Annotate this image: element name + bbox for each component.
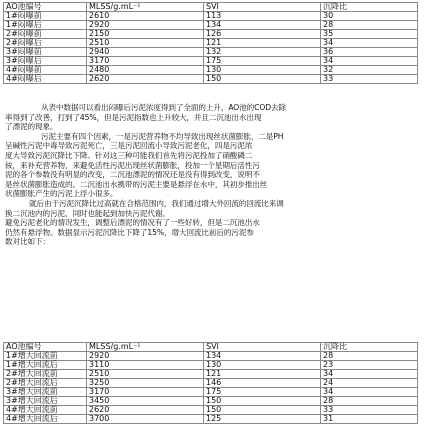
table-cell: 4#增大回流前 [4,406,87,415]
table-cell: 1#增大回流前 [4,352,87,361]
paragraph-line: 避免污泥老化的情况发生，调整后漂泥的情况有了一些好转，但是二沉池出水 [5,218,260,228]
table-cell: 121 [204,39,321,48]
paragraph-line: 铵，来补充营养物，来避免活性污泥出现丝状菌膨胀，投加一个星期后活性污 [5,160,260,170]
paragraph-line: 就后由于污泥沉降比过高就在合格范围内，我们通过增大外回流的回流比来调 [29,198,284,208]
table-cell: 36 [321,48,418,57]
table-cell: 3450 [87,397,204,406]
paragraph-line: 仍然有悬浮物。数据显示污泥沉降比下降了15%，增大回流比前后的污泥参 [5,227,254,237]
header-cell: SVI [204,343,321,352]
header-cell: MLSS/g.mL⁻¹ [87,343,204,352]
paragraph-line: 呈碱性污泥中毒导致污泥死亡，三是污泥回流小导致污泥老化，四是污泥浓 [5,141,253,151]
table-cell: 33 [321,406,418,415]
table-row [4,415,418,424]
table-closed-aeration [3,2,418,84]
table-cell: 2940 [87,48,204,57]
table-cell: 3700 [87,415,204,424]
table-cell: 33 [321,75,418,84]
table-cell: 125 [204,415,321,424]
table-cell: 2620 [87,406,204,415]
paragraph-line: 从表中数据可以看出闷曝后污泥浓度得到了全面的上升，AO池的COD去除 [41,103,286,112]
table-cell: 2920 [87,352,204,361]
header-cell: SVI [204,3,321,12]
table-cell: 2620 [87,75,204,84]
header-cell: AO池编号 [4,3,87,12]
table-cell: 32 [321,66,418,75]
table-cell: 34 [321,57,418,66]
table-cell: 2510 [87,39,204,48]
table-cell: 2610 [87,12,204,21]
table-cell: 134 [204,352,321,361]
table-cell: 1#闷曝前 [4,12,87,21]
table-cell: 31 [321,415,418,424]
table-cell: 146 [204,379,321,388]
paragraph-line: 状菌膨胀产生的污泥上浮小很多。 [5,189,118,199]
table-cell: 2150 [87,30,204,39]
table-cell: 2510 [87,370,204,379]
table-cell: 1#闷曝后 [4,21,87,30]
table-cell: 3#增大回流前 [4,388,87,397]
table-cell: 28 [321,21,418,30]
table-cell: 4#增大回流后 [4,415,87,424]
table-cell: 2#增大回流前 [4,370,87,379]
table-cell: 134 [204,21,321,30]
table-cell: 3170 [87,388,204,397]
table-cell: 1#增大回流后 [4,361,87,370]
paragraph-line: 泥的各个参数没有明显的改变，二沉池漂泥的情况还是没有得到改变，说明不 [5,170,260,180]
analysis-paragraph [5,103,419,247]
table-cell: 175 [204,388,321,397]
paragraph-line: 换二沉池内的污泥，同时也能起到加快污泥代谢。 [5,208,170,218]
table-cell: 34 [321,388,418,397]
paragraph-line: 是丝状菌膨胀造成的。二沉池出水携带的污泥主要是悬浮在水中，其初步推出丝 [5,179,268,189]
table-cell: 3110 [87,361,204,370]
table-cell: 150 [204,406,321,415]
table-cell: 23 [321,361,418,370]
table-cell: 24 [321,379,418,388]
table-cell: 34 [321,370,418,379]
header-cell: 沉降比 [321,3,418,12]
paragraph-line: 度大导致污泥沉降比下降。针对这三种可能我们首先将污泥投加了硝酸磷二 [5,150,253,160]
table-cell: 150 [204,397,321,406]
table-cell: 150 [204,75,321,84]
table-cell: 2920 [87,21,204,30]
header-cell: MLSS/g.mL⁻¹ [87,3,204,12]
table-cell: 113 [204,12,321,21]
table-cell: 175 [204,57,321,66]
table-cell: 3#闷曝后 [4,57,87,66]
table-increased-reflux [3,342,418,424]
header-cell: AO池编号 [4,343,87,352]
table-cell: 121 [204,370,321,379]
paragraph-line: 了漂泥的现象。 [5,122,58,132]
table-cell: 34 [321,39,418,48]
table-cell: 3#增大回流后 [4,397,87,406]
table-cell: 130 [204,361,321,370]
table-cell: 4#闷曝前 [4,66,87,75]
table-cell: 3170 [87,57,204,66]
table-cell: 2#闷曝前 [4,30,87,39]
paragraph-line: 率得到了改善，打到了45%，但是污泥指数也上升较大，并且二沉池出水出现 [5,112,262,122]
table-cell: 126 [204,30,321,39]
table-cell: 28 [321,352,418,361]
table-cell: 30 [321,12,418,21]
table-cell: 2480 [87,66,204,75]
paragraph-line: 数对比如下： [5,237,50,247]
paragraph-line: 污泥主要有四个因素，一是污泥营养物不均导致出现丝状菌膨胀，二是PH [41,131,284,141]
table-cell: 130 [204,66,321,75]
table-cell: 2#闷曝后 [4,39,87,48]
header-cell: 沉降比 [321,343,418,352]
table-row [4,75,418,84]
table-cell: 2#增大回流后 [4,379,87,388]
table-cell: 3#闷曝前 [4,48,87,57]
table-cell: 4#闷曝后 [4,75,87,84]
table-cell: 35 [321,30,418,39]
table-cell: 3250 [87,379,204,388]
table-cell: 132 [204,48,321,57]
table-cell: 28 [321,397,418,406]
